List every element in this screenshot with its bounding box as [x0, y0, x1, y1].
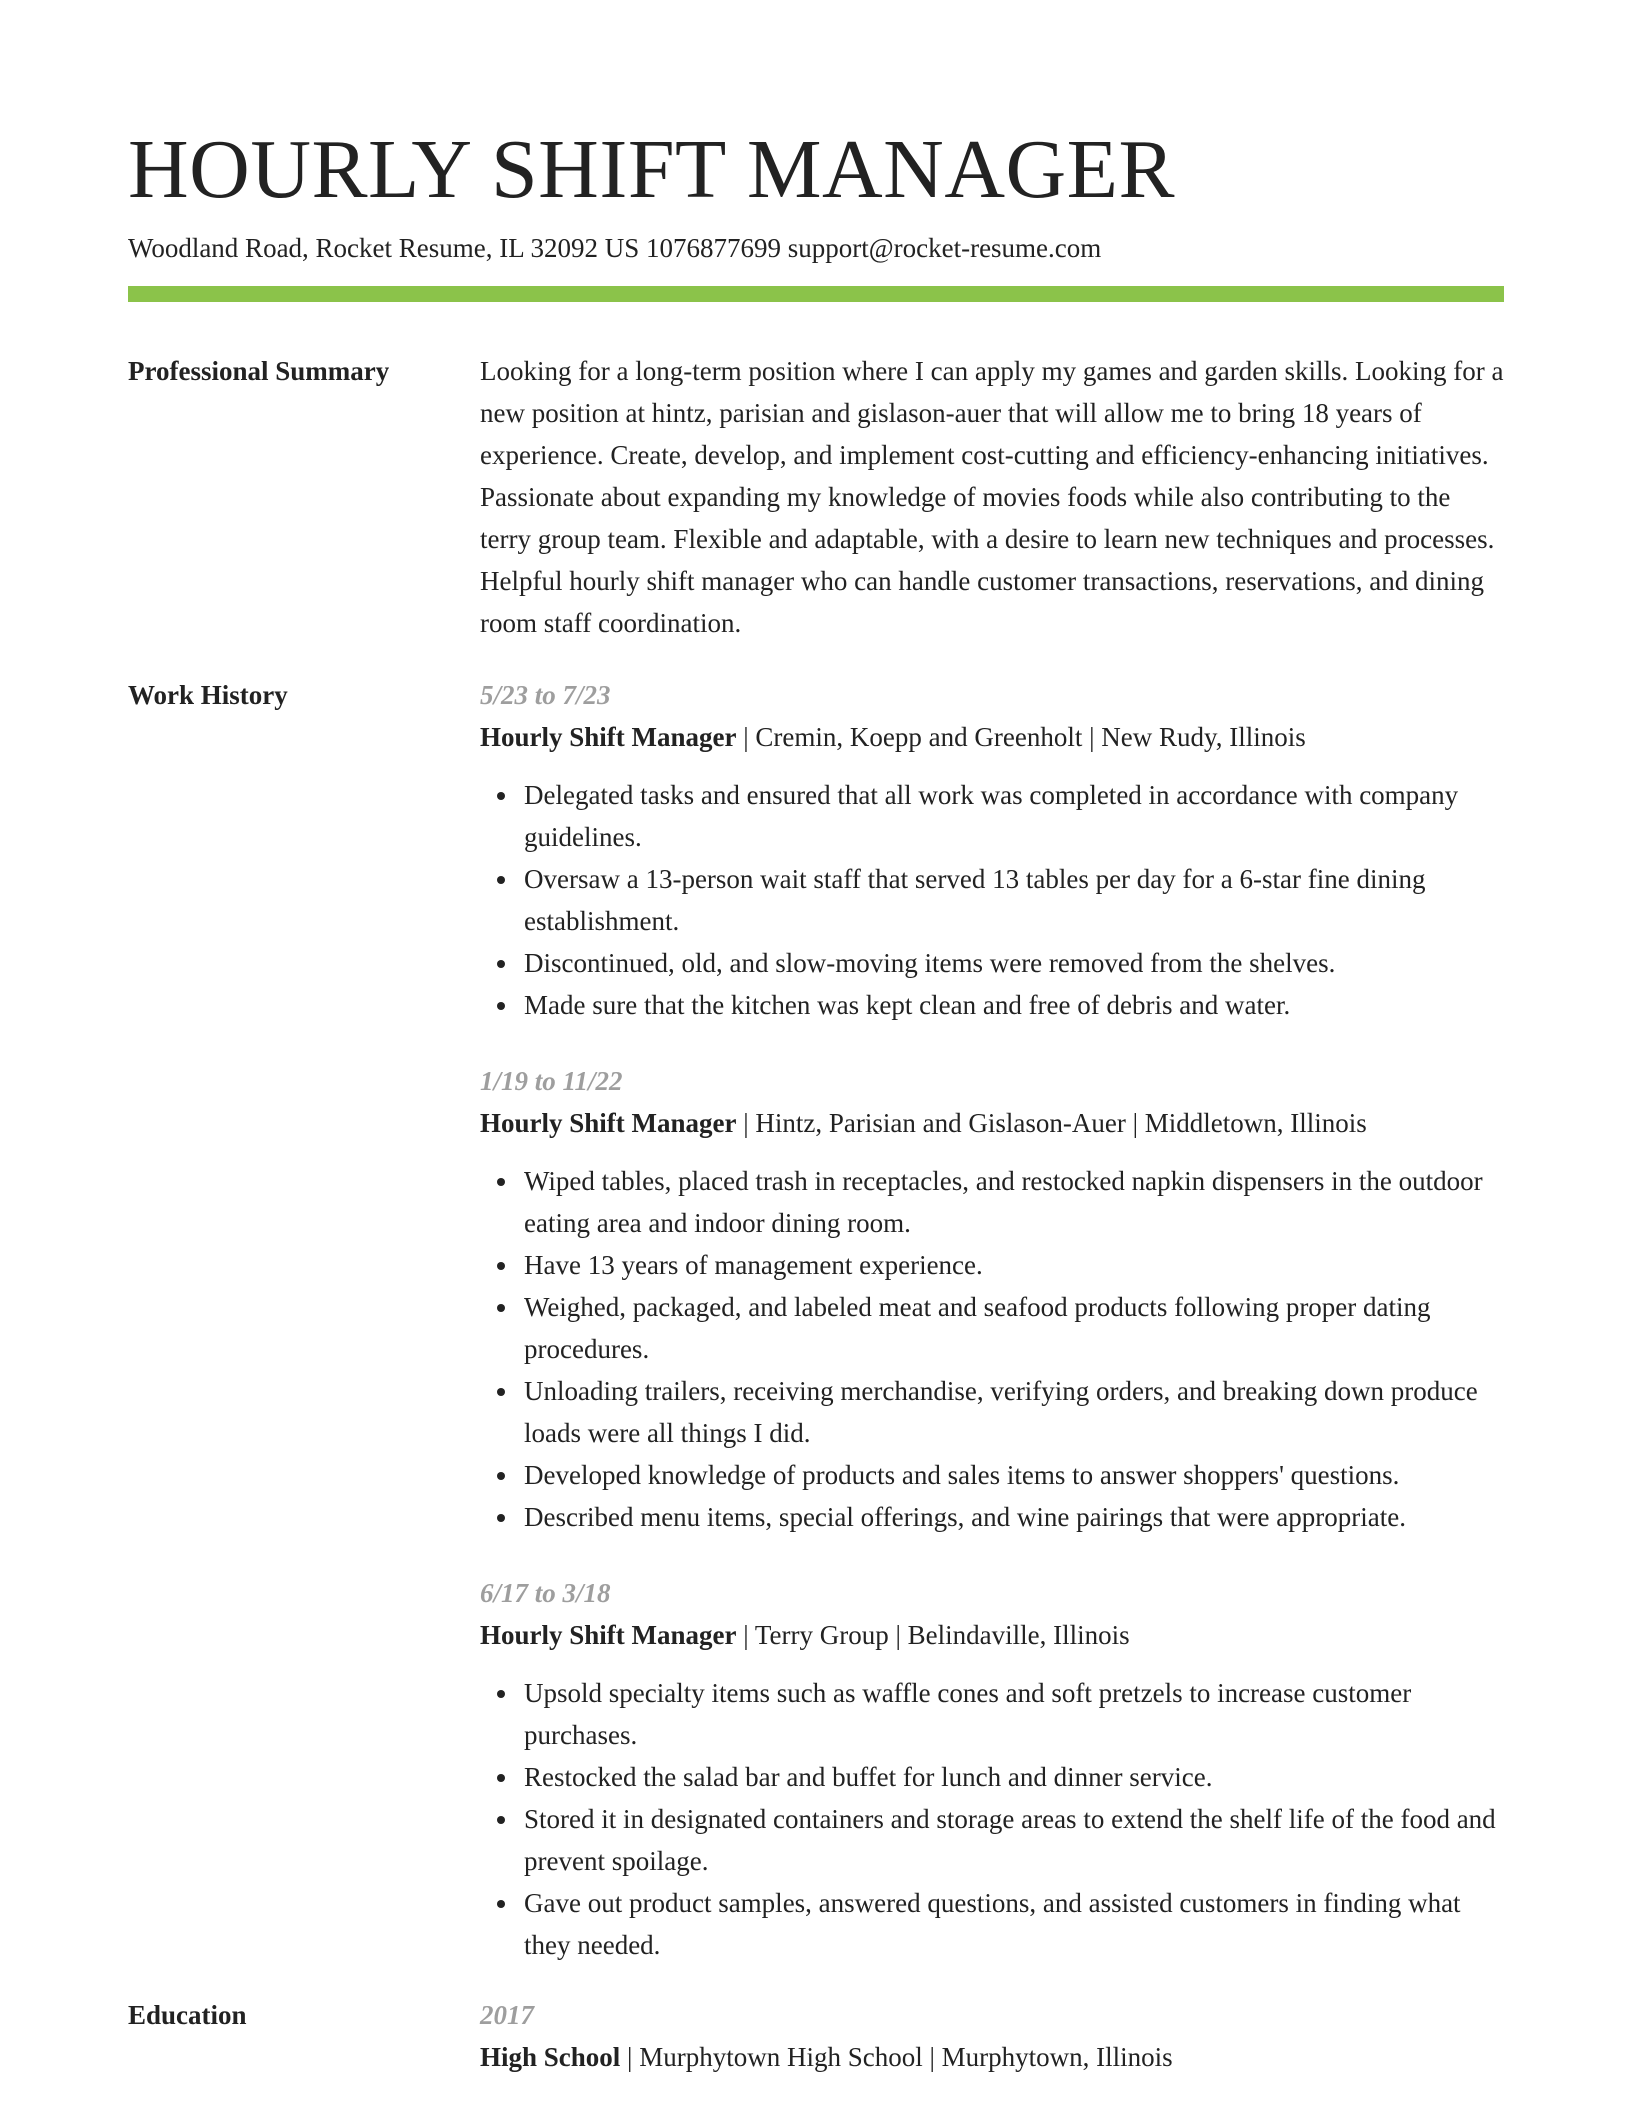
job-title-line	[480, 1614, 1504, 1656]
job-title-line	[480, 716, 1504, 758]
education-title: Education	[128, 2000, 247, 2030]
job-title-line	[480, 1102, 1504, 1144]
job-bullet: Described menu items, special offerings, and wine pairings that were appropriate.	[524, 1496, 1504, 1538]
work-history-title: Work History	[128, 680, 288, 710]
job-bullet: Oversaw a 13-person wait staff that served 13 tables per day for a 6-star fine dining establishment.	[524, 858, 1504, 942]
job-role: Hourly Shift Manager	[480, 722, 737, 752]
job-bullet: Restocked the salad bar and buffet for lunch and dinner service.	[524, 1756, 1504, 1798]
job-bullet: Have 13 years of management experience.	[524, 1244, 1504, 1286]
job-bullet: Made sure that the kitchen was kept clean and free of debris and water.	[524, 984, 1504, 1026]
job-dates: 1/19 to 11/22	[480, 1066, 623, 1096]
job-dates: 5/23 to 7/23	[480, 680, 611, 710]
job-bullets	[480, 1160, 1504, 1538]
education-dates: 2017	[480, 2000, 534, 2030]
education-body	[480, 1994, 1504, 2078]
job-entry	[480, 1060, 1504, 1538]
resume-page	[128, 120, 1504, 2078]
work-history-section	[128, 674, 1504, 1966]
job-bullets	[480, 774, 1504, 1026]
education-details: | Murphytown High School | Murphytown, Illinois	[620, 2042, 1173, 2072]
job-role: Hourly Shift Manager	[480, 1620, 737, 1650]
job-bullet: Developed knowledge of products and sales items to answer shoppers' questions.	[524, 1454, 1504, 1496]
job-bullet: Unloading trailers, receiving merchandise, verifying orders, and breaking down produce loads were all things I did.	[524, 1370, 1504, 1454]
summary-text: Looking for a long-term position where I can apply my games and garden skills. Looking for a new position at hintz, parisian and gislason-auer that will allow me to bring 18 years of experience. Create, develop, and implement cost-cutting and efficiency-enhancing initiatives. Passionate about expanding my knowledge of movies foods while also contributing to the terry group team. Flexible and adaptable, with a desire to learn new techniques and processes. Helpful hourly shift manager who can handle customer transactions, reservations, and dining room staff coordination.	[480, 356, 1504, 638]
job-entry	[480, 674, 1504, 1026]
job-details: | Cremin, Koepp and Greenholt | New Rudy, Illinois	[736, 722, 1306, 752]
summary-title: Professional Summary	[128, 356, 390, 386]
summary-body	[480, 350, 1504, 644]
candidate-name: HOURLY SHIFT MANAGER	[128, 123, 1175, 216]
header-divider	[128, 286, 1504, 302]
job-dates: 6/17 to 3/18	[480, 1578, 611, 1608]
work-history-body	[480, 674, 1504, 1966]
job-bullet: Wiped tables, placed trash in receptacles, and restocked napkin dispensers in the outdoor eating area and indoor dining room.	[524, 1160, 1504, 1244]
job-bullet: Upsold specialty items such as waffle cones and soft pretzels to increase customer purchases.	[524, 1672, 1504, 1756]
contact-info: Woodland Road, Rocket Resume, IL 32092 US 1076877699 support@rocket-resume.com	[128, 233, 1102, 263]
education-line	[480, 2036, 1504, 2078]
job-bullets	[480, 1672, 1504, 1966]
job-details: | Terry Group | Belindaville, Illinois	[736, 1620, 1130, 1650]
job-role: Hourly Shift Manager	[480, 1108, 737, 1138]
job-bullet: Delegated tasks and ensured that all work was completed in accordance with company guidelines.	[524, 774, 1504, 858]
summary-section	[128, 350, 1504, 644]
education-section	[128, 1994, 1504, 2078]
job-bullet: Weighed, packaged, and labeled meat and seafood products following proper dating procedures.	[524, 1286, 1504, 1370]
job-bullet: Stored it in designated containers and storage areas to extend the shelf life of the food and prevent spoilage.	[524, 1798, 1504, 1882]
education-degree: High School	[480, 2042, 621, 2072]
job-entry	[480, 1572, 1504, 1966]
job-details: | Hintz, Parisian and Gislason-Auer | Middletown, Illinois	[736, 1108, 1367, 1138]
job-bullet: Discontinued, old, and slow-moving items were removed from the shelves.	[524, 942, 1504, 984]
job-bullet: Gave out product samples, answered questions, and assisted customers in finding what they needed.	[524, 1882, 1504, 1966]
